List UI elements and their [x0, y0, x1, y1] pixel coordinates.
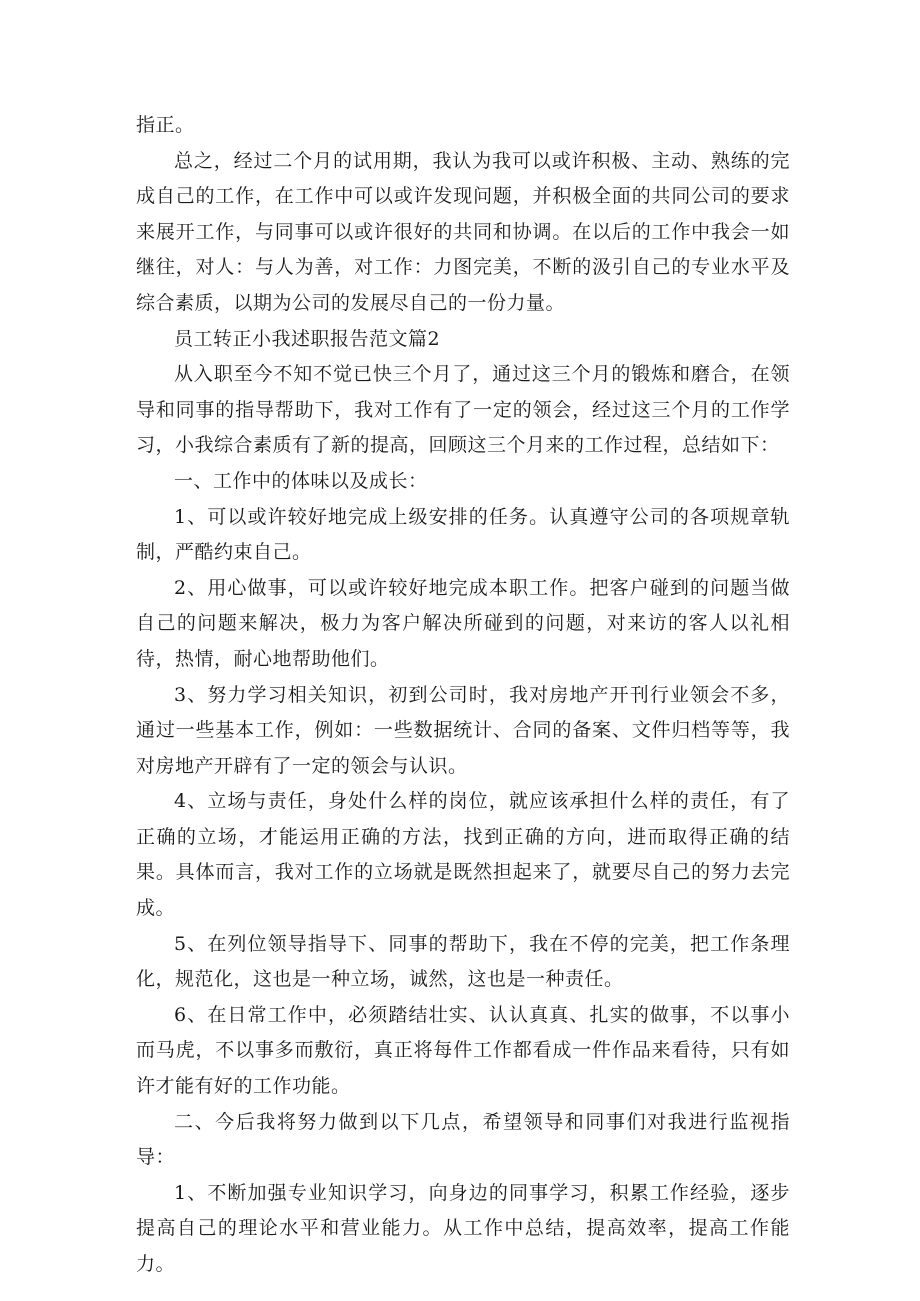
subheading-plans: 二、今后我将努力做到以下几点，希望领导和同事们对我进行监视指导： [136, 1110, 790, 1169]
list-item-4: 4、立场与责任，身处什么样的岗位，就应该承担什么样的责任，有了正确的立场，才能运用正确的方法，找到正确的方向，进而取得正确的结果。具体而言，我对工作的立场就是既然担起来了，就要尽自己的努力去完成。 [136, 790, 790, 920]
paragraph-summary: 总之，经过二个月的试用期，我认为我可以或许积极、主动、熟练的完成自己的工作，在工作中可以或许发现问题，并积极全面的共同公司的要求来展开工作，与同事可以或许很好的共同和协调。在以后的工作中我会一如继往，对人：与人为善，对工作：力图完美，不断的汲引自己的专业水平及综合素质，以期为公司的发展尽自己的一份力量。 [136, 149, 790, 314]
plan-item-1: 1、不断加强专业知识学习，向身边的同事学习，积累工作经验，逐步提高自己的理论水平和营业能力。从工作中总结，提高效率，提高工作能力。 [136, 1181, 790, 1275]
paragraph-intro: 从入职至今不知不觉已快三个月了，通过这三个月的锻炼和磨合，在领导和同事的指导帮助下，我对工作有了一定的领会，经过这三个月的工作学习，小我综合素质有了新的提高，回顾这三个月来的工作过程，总结如下： [136, 363, 790, 457]
document-body [136, 108, 790, 1283]
list-item-5: 5、在列位领导指导下、同事的帮助下，我在不停的完美，把工作条理化，规范化，这也是一种立场，诚然，这也是一种责任。 [136, 932, 790, 991]
list-item-6: 6、在日常工作中，必须踏结壮实、认认真真、扎实的做事，不以事小而马虎，不以事多而敷衍，真正将每件工作都看成一件作品来看待，只有如许才能有好的工作功能。 [136, 1003, 790, 1098]
list-item-3: 3、努力学习相关知识，初到公司时，我对房地产开刊行业领会不多，通过一些基本工作，例如：一些数据统计、合同的备案、文件归档等等，我对房地产开辟有了一定的领会与认识。 [136, 683, 790, 777]
list-item-2: 2、用心做事，可以或许较好地完成本职工作。把客户碰到的问题当做自己的问题来解决，极力为客户解决所碰到的问题，对来访的客人以礼相待，热情，耐心地帮助他们。 [136, 576, 790, 670]
list-item-1: 1、可以或许较好地完成上级安排的任务。认真遵守公司的各项规章轨制，严酷约束自己。 [136, 505, 790, 564]
subheading-experience: 一、工作中的体味以及成长： [174, 469, 428, 492]
paragraph-continuation: 指正。 [136, 114, 195, 136]
section-heading: 员工转正小我述职报告范文篇2 [174, 327, 441, 350]
